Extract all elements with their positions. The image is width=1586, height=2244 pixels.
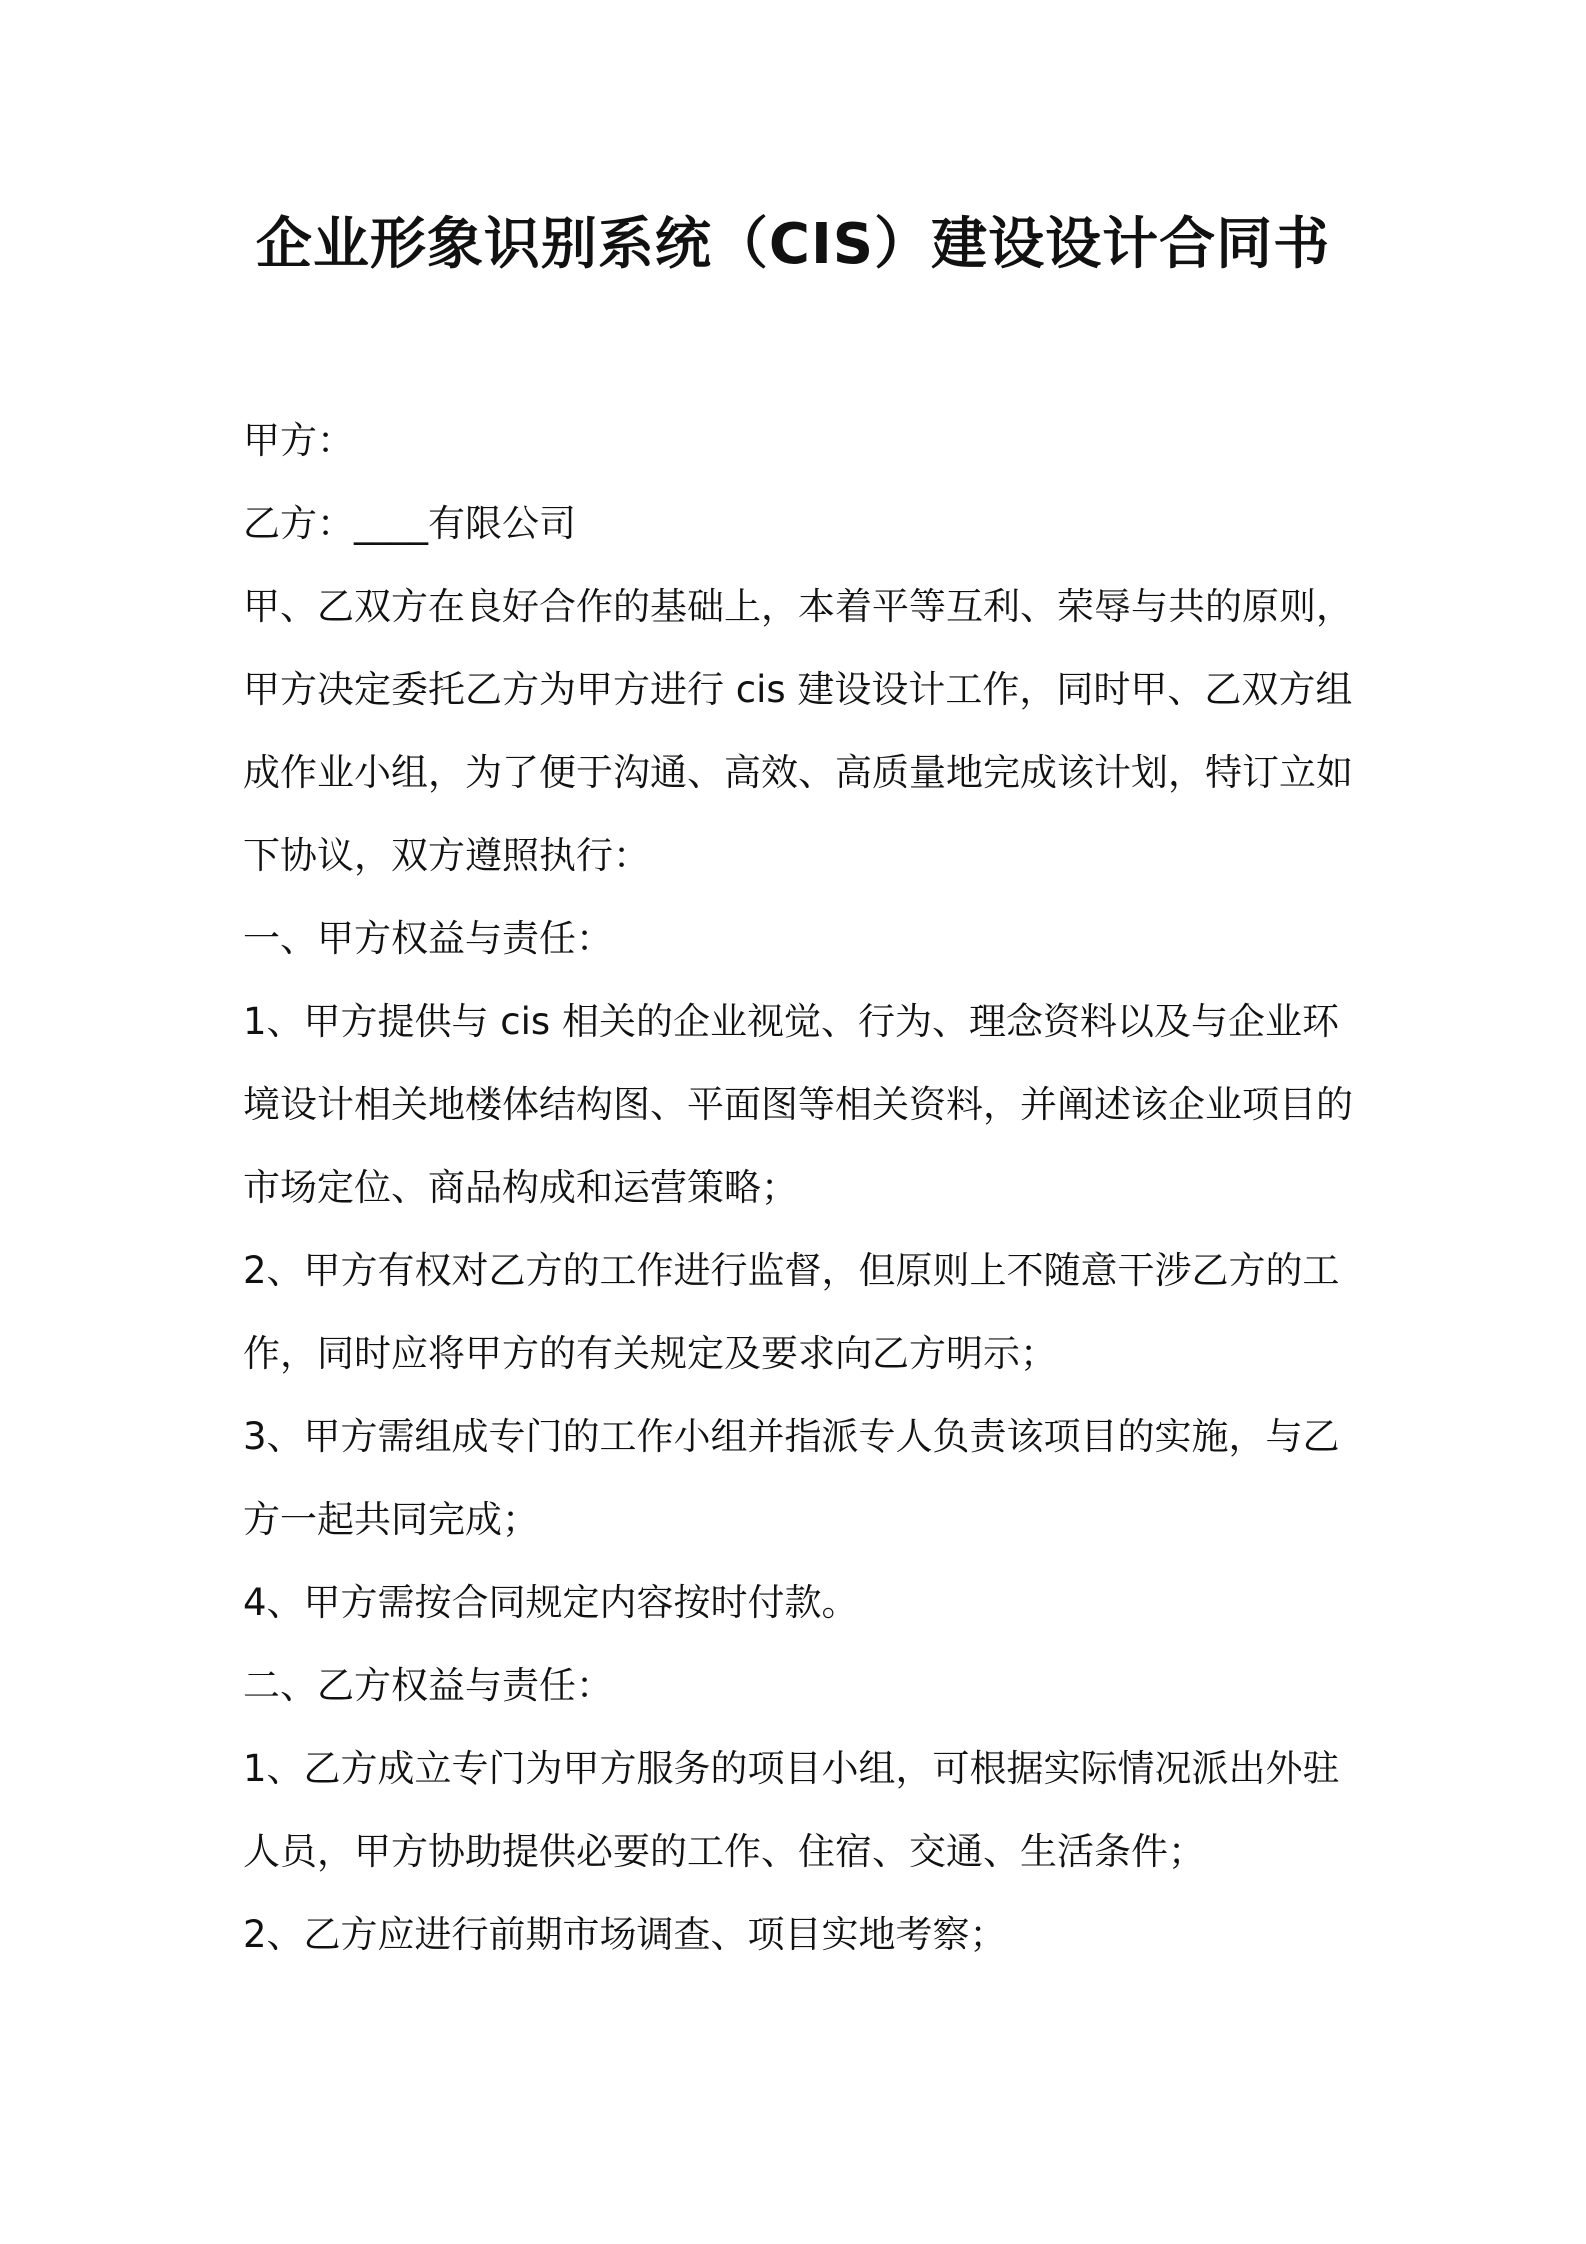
clause-line: 2、乙方应进行前期市场调查、项目实地考察； — [243, 1913, 1007, 1956]
document-body — [243, 399, 1358, 1976]
clause-line: 人员，甲方协助提供必要的工作、住宿、交通、生活条件； — [243, 1830, 1205, 1873]
preamble-line: 甲方决定委托乙方为甲方进行 cis 建设设计工作，同时甲、乙双方组 — [243, 668, 1353, 711]
clause-line: 境设计相关地楼体结构图、平面图等相关资料，并阐述该企业项目的 — [243, 1083, 1353, 1126]
party-a-line: 甲方： — [243, 419, 354, 462]
clause-line: 方一起共同完成； — [243, 1498, 539, 1541]
clause-line: 2、甲方有权对乙方的工作进行监督，但原则上不随意干涉乙方的工 — [243, 1249, 1340, 1292]
preamble-line: 下协议，双方遵照执行： — [243, 834, 650, 877]
section-heading-party-a: 一、甲方权益与责任： — [243, 917, 613, 960]
clause-line: 1、乙方成立专门为甲方服务的项目小组，可根据实际情况派出外驻 — [243, 1747, 1340, 1790]
document-title: 企业形象识别系统（CIS）建设设计合同书 — [255, 212, 1331, 277]
clause-line: 市场定位、商品构成和运营策略； — [243, 1166, 798, 1209]
party-b-line: 乙方：____有限公司 — [243, 502, 576, 545]
section-heading-party-b: 二、乙方权益与责任： — [243, 1664, 613, 1707]
clause-line: 3、甲方需组成专门的工作小组并指派专人负责该项目的实施，与乙 — [243, 1415, 1340, 1458]
preamble-line: 甲、乙双方在良好合作的基础上，本着平等互利、荣辱与共的原则， — [243, 585, 1353, 628]
clause-line: 4、甲方需按合同规定内容按时付款。 — [243, 1581, 859, 1624]
preamble-line: 成作业小组，为了便于沟通、高效、高质量地完成该计划，特订立如 — [243, 751, 1353, 794]
clause-line: 作，同时应将甲方的有关规定及要求向乙方明示； — [243, 1332, 1057, 1375]
clause-line: 1、甲方提供与 cis 相关的企业视觉、行为、理念资料以及与企业环 — [243, 1000, 1339, 1043]
